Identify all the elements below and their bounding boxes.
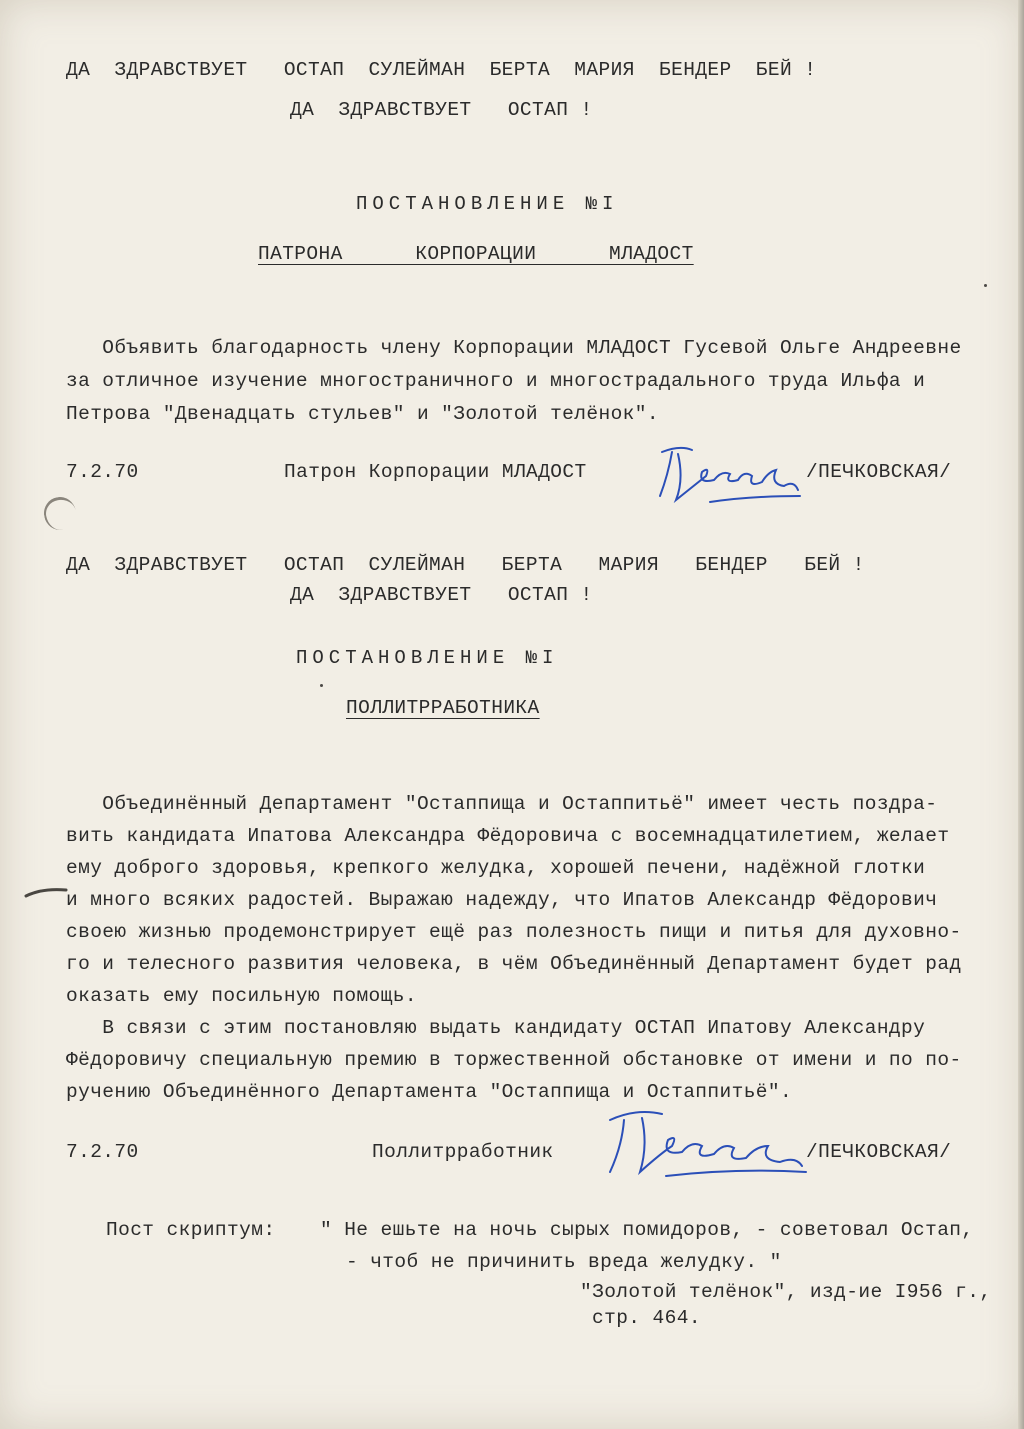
decree-1-heading: ПОСТАНОВЛЕНИЕ №I bbox=[356, 193, 619, 215]
decree-2-body-line: го и телесного развития человека, в чём Объединённый Департамент будет рад bbox=[66, 953, 962, 975]
decree-2-heading: ПОСТАНОВЛЕНИЕ №I bbox=[296, 647, 559, 669]
signature-2 bbox=[596, 1102, 816, 1182]
decree-2-signer-title: Поллитрработник bbox=[372, 1141, 554, 1163]
motto-line-2: ДА ЗДРАВСТВУЕТ ОСТАП ! bbox=[290, 584, 593, 606]
decree-2-subtitle: ПОЛЛИТРРАБОТНИКА bbox=[346, 697, 540, 719]
decree-2-signer-name: /ПЕЧКОВСКАЯ/ bbox=[806, 1141, 952, 1163]
decree-1-body-line: Петрова "Двенадцать стульев" и "Золотой телёнок". bbox=[66, 403, 659, 425]
motto-line-1: ДА ЗДРАВСТВУЕТ ОСТАП СУЛЕЙМАН БЕРТА МАРИЯ БЕНДЕР БЕЙ ! bbox=[66, 59, 817, 81]
decree-2-body-line: вить кандидата Ипатова Александра Фёдоровича с восемнадцатилетием, желает bbox=[66, 825, 950, 847]
postscript-source: "Золотой телёнок", изд-ие I956 г., bbox=[580, 1281, 992, 1303]
postscript-quote-line: " Не ешьте на ночь сырых помидоров, - советовал Остап, bbox=[320, 1219, 974, 1241]
decree-2-body-line: своею жизнью продемонстрирует ещё раз полезность пищи и питья для духовно- bbox=[66, 921, 962, 943]
postscript-quote-line: - чтоб не причинить вреда желудку. " bbox=[346, 1251, 782, 1273]
motto-line-1: ДА ЗДРАВСТВУЕТ ОСТАП СУЛЕЙМАН БЕРТА МАРИЯ БЕНДЕР БЕЙ ! bbox=[66, 554, 865, 576]
punch-hole-mark bbox=[41, 494, 78, 532]
motto-line-2: ДА ЗДРАВСТВУЕТ ОСТАП ! bbox=[290, 99, 593, 121]
page-edge bbox=[1018, 0, 1024, 1429]
decree-1-signer-title: Патрон Корпорации МЛАДОСТ bbox=[284, 461, 587, 483]
decree-2-body-line: ручению Объединённого Департамента "Остаппища и Остаппитьё". bbox=[66, 1081, 793, 1103]
decree-2-body-line: Объединённый Департамент "Остаппища и Остаппитьё" имеет честь поздра- bbox=[66, 793, 938, 815]
decree-1-body-line: Объявить благодарность члену Корпорации МЛАДОСТ Гусевой Ольге Андреевне bbox=[66, 337, 962, 359]
signature-1 bbox=[650, 440, 810, 510]
decree-2-body-line: ему доброго здоровья, крепкого желудка, хорошей печени, надёжной глотки bbox=[66, 857, 926, 879]
postscript-page: стр. 464. bbox=[592, 1307, 701, 1329]
decree-2-body-line: В связи с этим постановляю выдать кандидату ОСТАП Ипатову Александру bbox=[66, 1017, 926, 1039]
ink-speck bbox=[984, 284, 987, 287]
decree-2-date: 7.2.70 bbox=[66, 1141, 139, 1163]
decree-1-subtitle: ПАТРОНА КОРПОРАЦИИ МЛАДОСТ bbox=[258, 243, 694, 265]
decree-2-body-line: Фёдоровичу специальную премию в торжественной обстановке от имени и по по- bbox=[66, 1049, 962, 1071]
decree-1-body-line: за отличное изучение многостраничного и многострадального труда Ильфа и bbox=[66, 370, 926, 392]
decree-2-body-line: и много всяких радостей. Выражаю надежду, что Ипатов Александр Фёдорович bbox=[66, 889, 938, 911]
margin-mark bbox=[22, 880, 72, 904]
decree-1-date: 7.2.70 bbox=[66, 461, 139, 483]
postscript-label: Пост скриптум: bbox=[106, 1219, 276, 1241]
decree-1-signer-name: /ПЕЧКОВСКАЯ/ bbox=[806, 461, 952, 483]
decree-2-body-line: оказать ему посильную помощь. bbox=[66, 985, 417, 1007]
ink-speck bbox=[320, 684, 323, 687]
